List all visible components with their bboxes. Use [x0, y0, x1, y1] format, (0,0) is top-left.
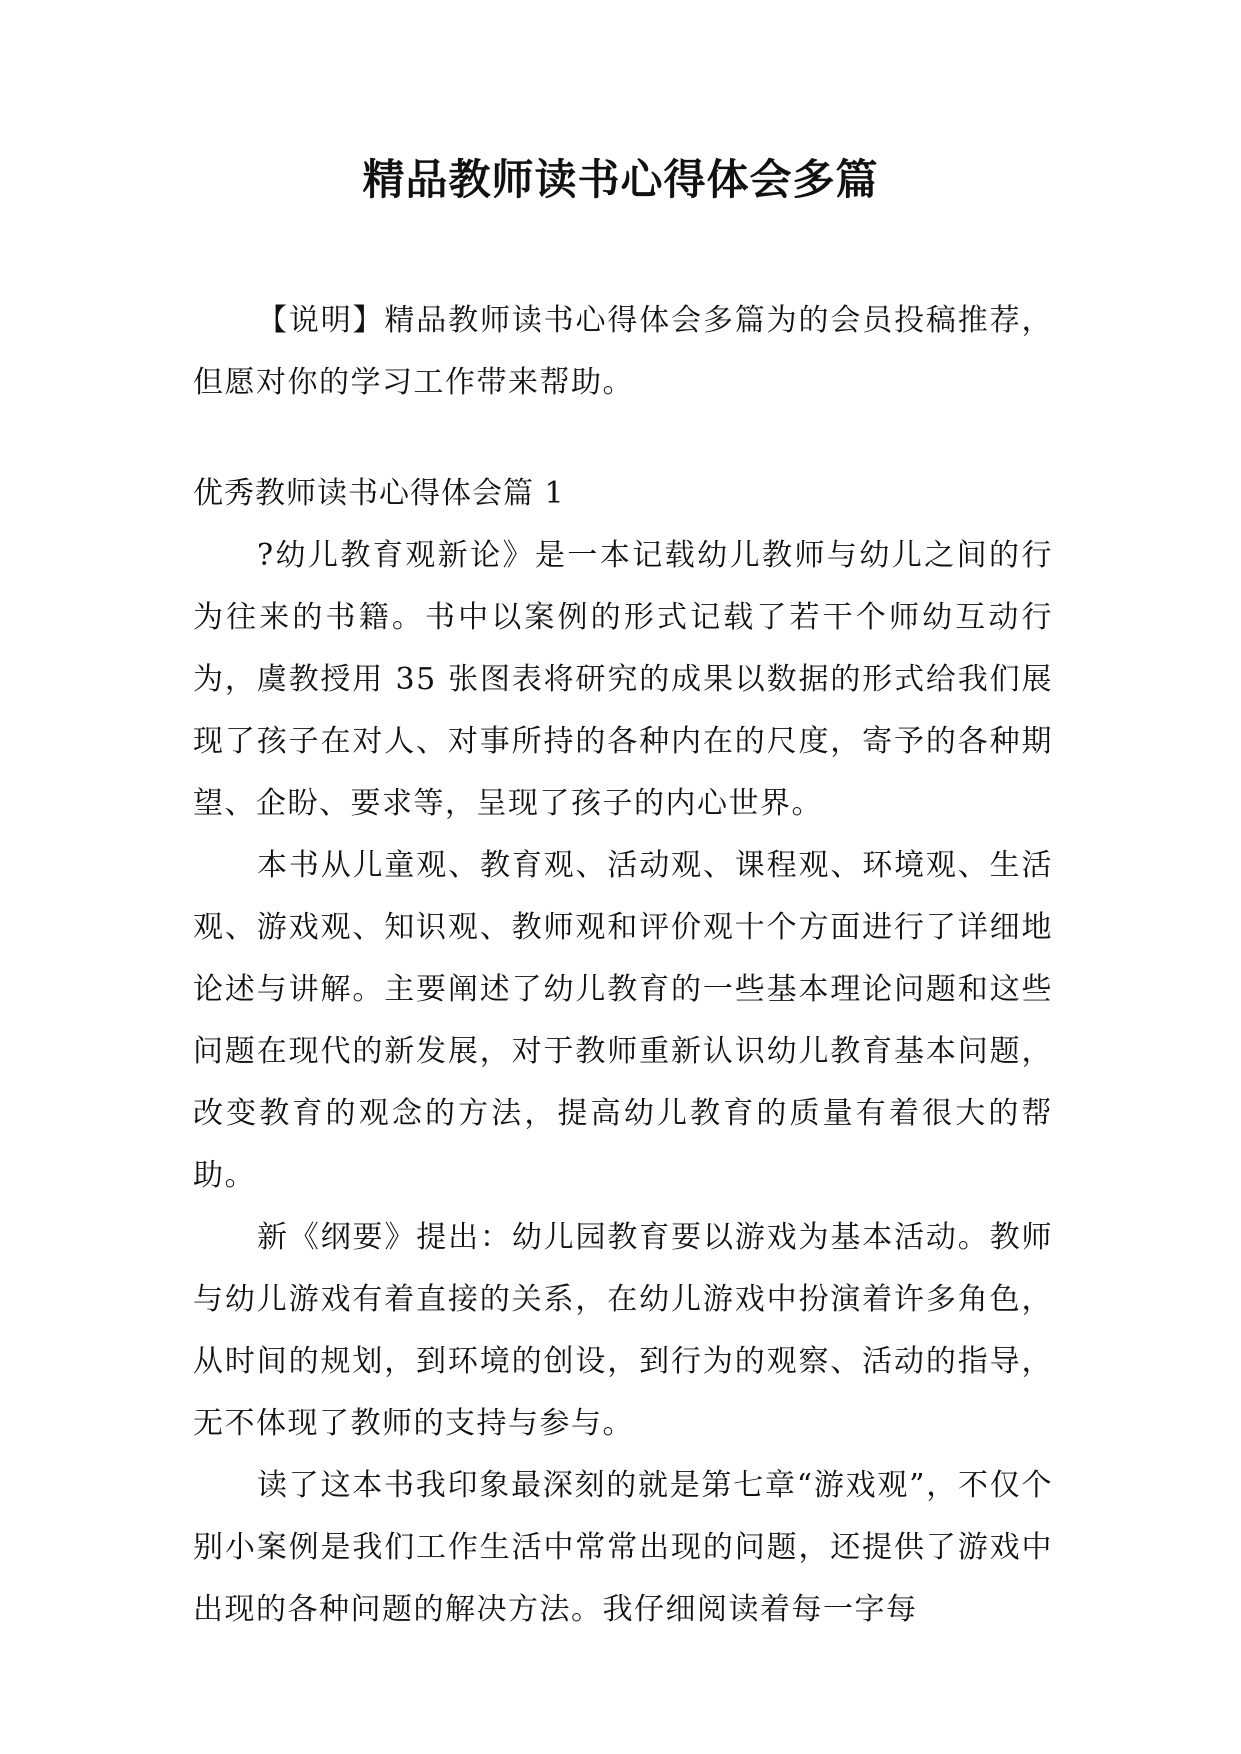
paragraph: 读了这本书我印象最深刻的就是第七章“游戏观”，不仅个别小案例是我们工作生活中常常出现的问题，还提供了游戏中出现的各种问题的解决方法。我仔细阅读着每一字每: [193, 1468, 1053, 1627]
section-heading: 优秀教师读书心得体会篇 1: [193, 476, 565, 511]
paragraph: 本书从儿童观、教育观、活动观、课程观、环境观、生活观、游戏观、知识观、教师观和评价观十个方面进行了详细地论述与讲解。主要阐述了幼儿教育的一些基本理论问题和这些问题在现代的新发展，对于教师重新认识幼儿教育基本问题，改变教育的观念的方法，提高幼儿教育的质量有着很大的帮助。: [193, 848, 1053, 1193]
paragraph: 新《纲要》提出：幼儿园教育要以游戏为基本活动。教师与幼儿游戏有着直接的关系，在幼儿游戏中扮演着许多角色，从时间的规划，到环境的创设，到行为的观察、活动的指导，无不体现了教师的支持与参与。: [193, 1220, 1053, 1441]
paragraph: ?幼儿教育观新论》是一本记载幼儿教师与幼儿之间的行为往来的书籍。书中以案例的形式记载了若干个师幼互动行为，虞教授用 35 张图表将研究的成果以数据的形式给我们展现了孩子在对人、对事所持的各种内在的尺度，寄予的各种期望、企盼、要求等，呈现了孩子的内心世界。: [193, 538, 1053, 821]
document-note: 【说明】精品教师读书心得体会多篇为的会员投稿推荐，但愿对你的学习工作带来帮助。: [193, 303, 1053, 400]
document-title: 精品教师读书心得体会多篇: [362, 155, 879, 204]
section-body: [193, 525, 1053, 1641]
